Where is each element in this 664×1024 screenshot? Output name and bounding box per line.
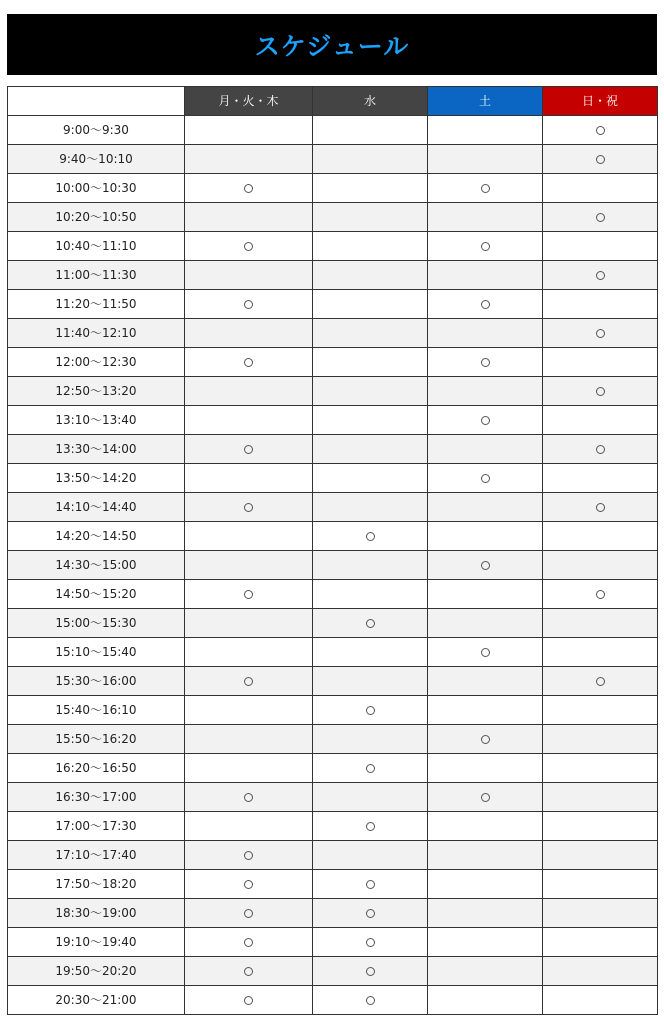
cell-sat <box>428 841 543 870</box>
cell-sun <box>543 638 658 667</box>
cell-sat <box>428 696 543 725</box>
table-row <box>8 754 658 783</box>
cell-sat <box>428 812 543 841</box>
cell-wed <box>313 696 428 725</box>
cell-sat <box>428 406 543 435</box>
cell-sun <box>543 261 658 290</box>
circle-icon <box>366 909 375 918</box>
cell-weekday <box>185 899 313 928</box>
circle-icon <box>596 387 605 396</box>
circle-icon <box>481 184 490 193</box>
circle-icon <box>366 764 375 773</box>
table-row <box>8 580 658 609</box>
circle-icon <box>244 880 253 889</box>
table-row <box>8 116 658 145</box>
cell-weekday <box>185 464 313 493</box>
time-slot: 20:30〜21:00 <box>8 986 185 1015</box>
circle-icon <box>481 242 490 251</box>
table-row <box>8 145 658 174</box>
cell-sun <box>543 841 658 870</box>
circle-icon <box>481 793 490 802</box>
cell-sun <box>543 986 658 1015</box>
cell-weekday <box>185 435 313 464</box>
circle-icon <box>481 416 490 425</box>
table-row <box>8 957 658 986</box>
cell-sat <box>428 870 543 899</box>
cell-sat <box>428 377 543 406</box>
cell-wed <box>313 870 428 899</box>
circle-icon <box>366 938 375 947</box>
cell-weekday <box>185 928 313 957</box>
cell-sun <box>543 667 658 696</box>
cell-wed <box>313 493 428 522</box>
circle-icon <box>596 213 605 222</box>
cell-weekday <box>185 725 313 754</box>
cell-weekday <box>185 145 313 174</box>
cell-weekday <box>185 290 313 319</box>
cell-weekday <box>185 406 313 435</box>
cell-weekday <box>185 203 313 232</box>
circle-icon <box>244 184 253 193</box>
table-row <box>8 522 658 551</box>
header-saturday: 土 <box>428 87 543 116</box>
table-row <box>8 232 658 261</box>
circle-icon <box>366 996 375 1005</box>
time-slot: 13:30〜14:00 <box>8 435 185 464</box>
cell-sun <box>543 928 658 957</box>
cell-wed <box>313 435 428 464</box>
cell-sun <box>543 870 658 899</box>
cell-wed <box>313 377 428 406</box>
time-slot: 10:20〜10:50 <box>8 203 185 232</box>
time-slot: 13:10〜13:40 <box>8 406 185 435</box>
cell-wed <box>313 145 428 174</box>
cell-sun <box>543 319 658 348</box>
cell-sun <box>543 174 658 203</box>
cell-sat <box>428 145 543 174</box>
table-row <box>8 783 658 812</box>
time-slot: 17:00〜17:30 <box>8 812 185 841</box>
cell-sat <box>428 232 543 261</box>
circle-icon <box>244 445 253 454</box>
circle-icon <box>596 590 605 599</box>
cell-wed <box>313 754 428 783</box>
cell-weekday <box>185 522 313 551</box>
table-row <box>8 319 658 348</box>
cell-sat <box>428 667 543 696</box>
cell-sat <box>428 899 543 928</box>
cell-sun <box>543 464 658 493</box>
table-row <box>8 899 658 928</box>
time-slot: 15:10〜15:40 <box>8 638 185 667</box>
cell-sat <box>428 290 543 319</box>
time-slot: 18:30〜19:00 <box>8 899 185 928</box>
circle-icon <box>596 445 605 454</box>
time-slot: 14:50〜15:20 <box>8 580 185 609</box>
table-row <box>8 841 658 870</box>
cell-sat <box>428 319 543 348</box>
time-slot: 14:30〜15:00 <box>8 551 185 580</box>
cell-weekday <box>185 377 313 406</box>
cell-sat <box>428 174 543 203</box>
cell-weekday <box>185 116 313 145</box>
cell-weekday <box>185 580 313 609</box>
cell-weekday <box>185 348 313 377</box>
circle-icon <box>481 561 490 570</box>
cell-weekday <box>185 319 313 348</box>
table-row <box>8 377 658 406</box>
circle-icon <box>244 996 253 1005</box>
cell-wed <box>313 841 428 870</box>
time-slot: 14:10〜14:40 <box>8 493 185 522</box>
time-slot: 9:00〜9:30 <box>8 116 185 145</box>
header-row <box>8 87 658 116</box>
circle-icon <box>366 619 375 628</box>
time-slot: 16:30〜17:00 <box>8 783 185 812</box>
table-row <box>8 812 658 841</box>
cell-wed <box>313 551 428 580</box>
cell-sun <box>543 348 658 377</box>
cell-weekday <box>185 261 313 290</box>
circle-icon <box>244 793 253 802</box>
cell-sun <box>543 203 658 232</box>
circle-icon <box>244 967 253 976</box>
cell-sun <box>543 899 658 928</box>
time-slot: 19:50〜20:20 <box>8 957 185 986</box>
cell-sat <box>428 638 543 667</box>
cell-sun <box>543 609 658 638</box>
time-slot: 16:20〜16:50 <box>8 754 185 783</box>
page-title: スケジュール <box>254 31 410 61</box>
time-slot: 15:50〜16:20 <box>8 725 185 754</box>
time-slot: 17:50〜18:20 <box>8 870 185 899</box>
cell-sat <box>428 203 543 232</box>
cell-sat <box>428 783 543 812</box>
cell-sat <box>428 928 543 957</box>
cell-weekday <box>185 638 313 667</box>
cell-sat <box>428 725 543 754</box>
cell-wed <box>313 725 428 754</box>
circle-icon <box>366 706 375 715</box>
cell-sat <box>428 551 543 580</box>
time-slot: 10:00〜10:30 <box>8 174 185 203</box>
time-slot: 12:00〜12:30 <box>8 348 185 377</box>
cell-weekday <box>185 493 313 522</box>
cell-wed <box>313 406 428 435</box>
cell-wed <box>313 928 428 957</box>
circle-icon <box>596 155 605 164</box>
cell-wed <box>313 290 428 319</box>
table-row <box>8 203 658 232</box>
circle-icon <box>596 126 605 135</box>
cell-weekday <box>185 986 313 1015</box>
cell-sun <box>543 290 658 319</box>
header-weekday: 月・火・木 <box>185 87 313 116</box>
table-row <box>8 986 658 1015</box>
cell-sun <box>543 783 658 812</box>
circle-icon <box>244 677 253 686</box>
time-slot: 11:20〜11:50 <box>8 290 185 319</box>
circle-icon <box>244 242 253 251</box>
cell-sun <box>543 145 658 174</box>
table-row <box>8 551 658 580</box>
circle-icon <box>244 590 253 599</box>
circle-icon <box>244 938 253 947</box>
cell-sun <box>543 957 658 986</box>
cell-sun <box>543 232 658 261</box>
cell-sat <box>428 261 543 290</box>
cell-sun <box>543 812 658 841</box>
circle-icon <box>481 735 490 744</box>
cell-wed <box>313 464 428 493</box>
table-row <box>8 174 658 203</box>
time-slot: 10:40〜11:10 <box>8 232 185 261</box>
cell-sat <box>428 348 543 377</box>
cell-weekday <box>185 957 313 986</box>
time-slot: 15:40〜16:10 <box>8 696 185 725</box>
cell-weekday <box>185 841 313 870</box>
circle-icon <box>596 271 605 280</box>
table-row <box>8 638 658 667</box>
cell-sat <box>428 986 543 1015</box>
cell-sat <box>428 754 543 783</box>
cell-wed <box>313 986 428 1015</box>
cell-wed <box>313 522 428 551</box>
cell-weekday <box>185 696 313 725</box>
table-row <box>8 406 658 435</box>
cell-wed <box>313 580 428 609</box>
circle-icon <box>244 503 253 512</box>
circle-icon <box>366 880 375 889</box>
cell-sat <box>428 522 543 551</box>
cell-sun <box>543 116 658 145</box>
cell-sun <box>543 522 658 551</box>
cell-wed <box>313 232 428 261</box>
table-row <box>8 493 658 522</box>
circle-icon <box>244 909 253 918</box>
cell-sun <box>543 435 658 464</box>
cell-weekday <box>185 783 313 812</box>
table-row <box>8 290 658 319</box>
time-slot: 15:30〜16:00 <box>8 667 185 696</box>
cell-sat <box>428 435 543 464</box>
table-row <box>8 696 658 725</box>
cell-sun <box>543 754 658 783</box>
cell-sun <box>543 580 658 609</box>
table-row <box>8 609 658 638</box>
time-slot: 14:20〜14:50 <box>8 522 185 551</box>
cell-weekday <box>185 667 313 696</box>
circle-icon <box>481 648 490 657</box>
schedule-body <box>8 116 658 1015</box>
table-row <box>8 464 658 493</box>
cell-wed <box>313 609 428 638</box>
cell-sat <box>428 580 543 609</box>
circle-icon <box>244 851 253 860</box>
circle-icon <box>481 300 490 309</box>
cell-wed <box>313 319 428 348</box>
cell-wed <box>313 667 428 696</box>
cell-wed <box>313 899 428 928</box>
circle-icon <box>366 532 375 541</box>
table-row <box>8 725 658 754</box>
cell-wed <box>313 638 428 667</box>
cell-weekday <box>185 551 313 580</box>
circle-icon <box>481 358 490 367</box>
time-slot: 19:10〜19:40 <box>8 928 185 957</box>
cell-wed <box>313 957 428 986</box>
cell-weekday <box>185 870 313 899</box>
cell-wed <box>313 783 428 812</box>
cell-wed <box>313 174 428 203</box>
header-wednesday: 水 <box>313 87 428 116</box>
table-row <box>8 928 658 957</box>
cell-weekday <box>185 174 313 203</box>
table-row <box>8 667 658 696</box>
time-slot: 15:00〜15:30 <box>8 609 185 638</box>
cell-wed <box>313 812 428 841</box>
cell-sun <box>543 493 658 522</box>
schedule-table <box>7 86 658 1015</box>
cell-wed <box>313 116 428 145</box>
cell-wed <box>313 203 428 232</box>
circle-icon <box>366 967 375 976</box>
cell-sun <box>543 377 658 406</box>
time-slot: 11:40〜12:10 <box>8 319 185 348</box>
cell-sun <box>543 696 658 725</box>
cell-weekday <box>185 232 313 261</box>
cell-sat <box>428 609 543 638</box>
time-slot: 12:50〜13:20 <box>8 377 185 406</box>
circle-icon <box>596 329 605 338</box>
cell-wed <box>313 261 428 290</box>
circle-icon <box>596 503 605 512</box>
circle-icon <box>596 677 605 686</box>
cell-wed <box>313 348 428 377</box>
cell-sat <box>428 116 543 145</box>
table-row <box>8 435 658 464</box>
circle-icon <box>244 358 253 367</box>
cell-sun <box>543 725 658 754</box>
table-row <box>8 261 658 290</box>
table-row <box>8 870 658 899</box>
cell-weekday <box>185 609 313 638</box>
time-slot: 17:10〜17:40 <box>8 841 185 870</box>
time-slot: 11:00〜11:30 <box>8 261 185 290</box>
cell-weekday <box>185 812 313 841</box>
circle-icon <box>244 300 253 309</box>
time-slot: 9:40〜10:10 <box>8 145 185 174</box>
cell-sat <box>428 957 543 986</box>
cell-sun <box>543 551 658 580</box>
cell-sun <box>543 406 658 435</box>
cell-weekday <box>185 754 313 783</box>
circle-icon <box>481 474 490 483</box>
circle-icon <box>366 822 375 831</box>
header-sunday-holiday: 日・祝 <box>543 87 658 116</box>
time-slot: 13:50〜14:20 <box>8 464 185 493</box>
header-corner <box>8 87 185 116</box>
cell-sat <box>428 464 543 493</box>
table-row <box>8 348 658 377</box>
cell-sat <box>428 493 543 522</box>
title-bar <box>7 14 657 75</box>
